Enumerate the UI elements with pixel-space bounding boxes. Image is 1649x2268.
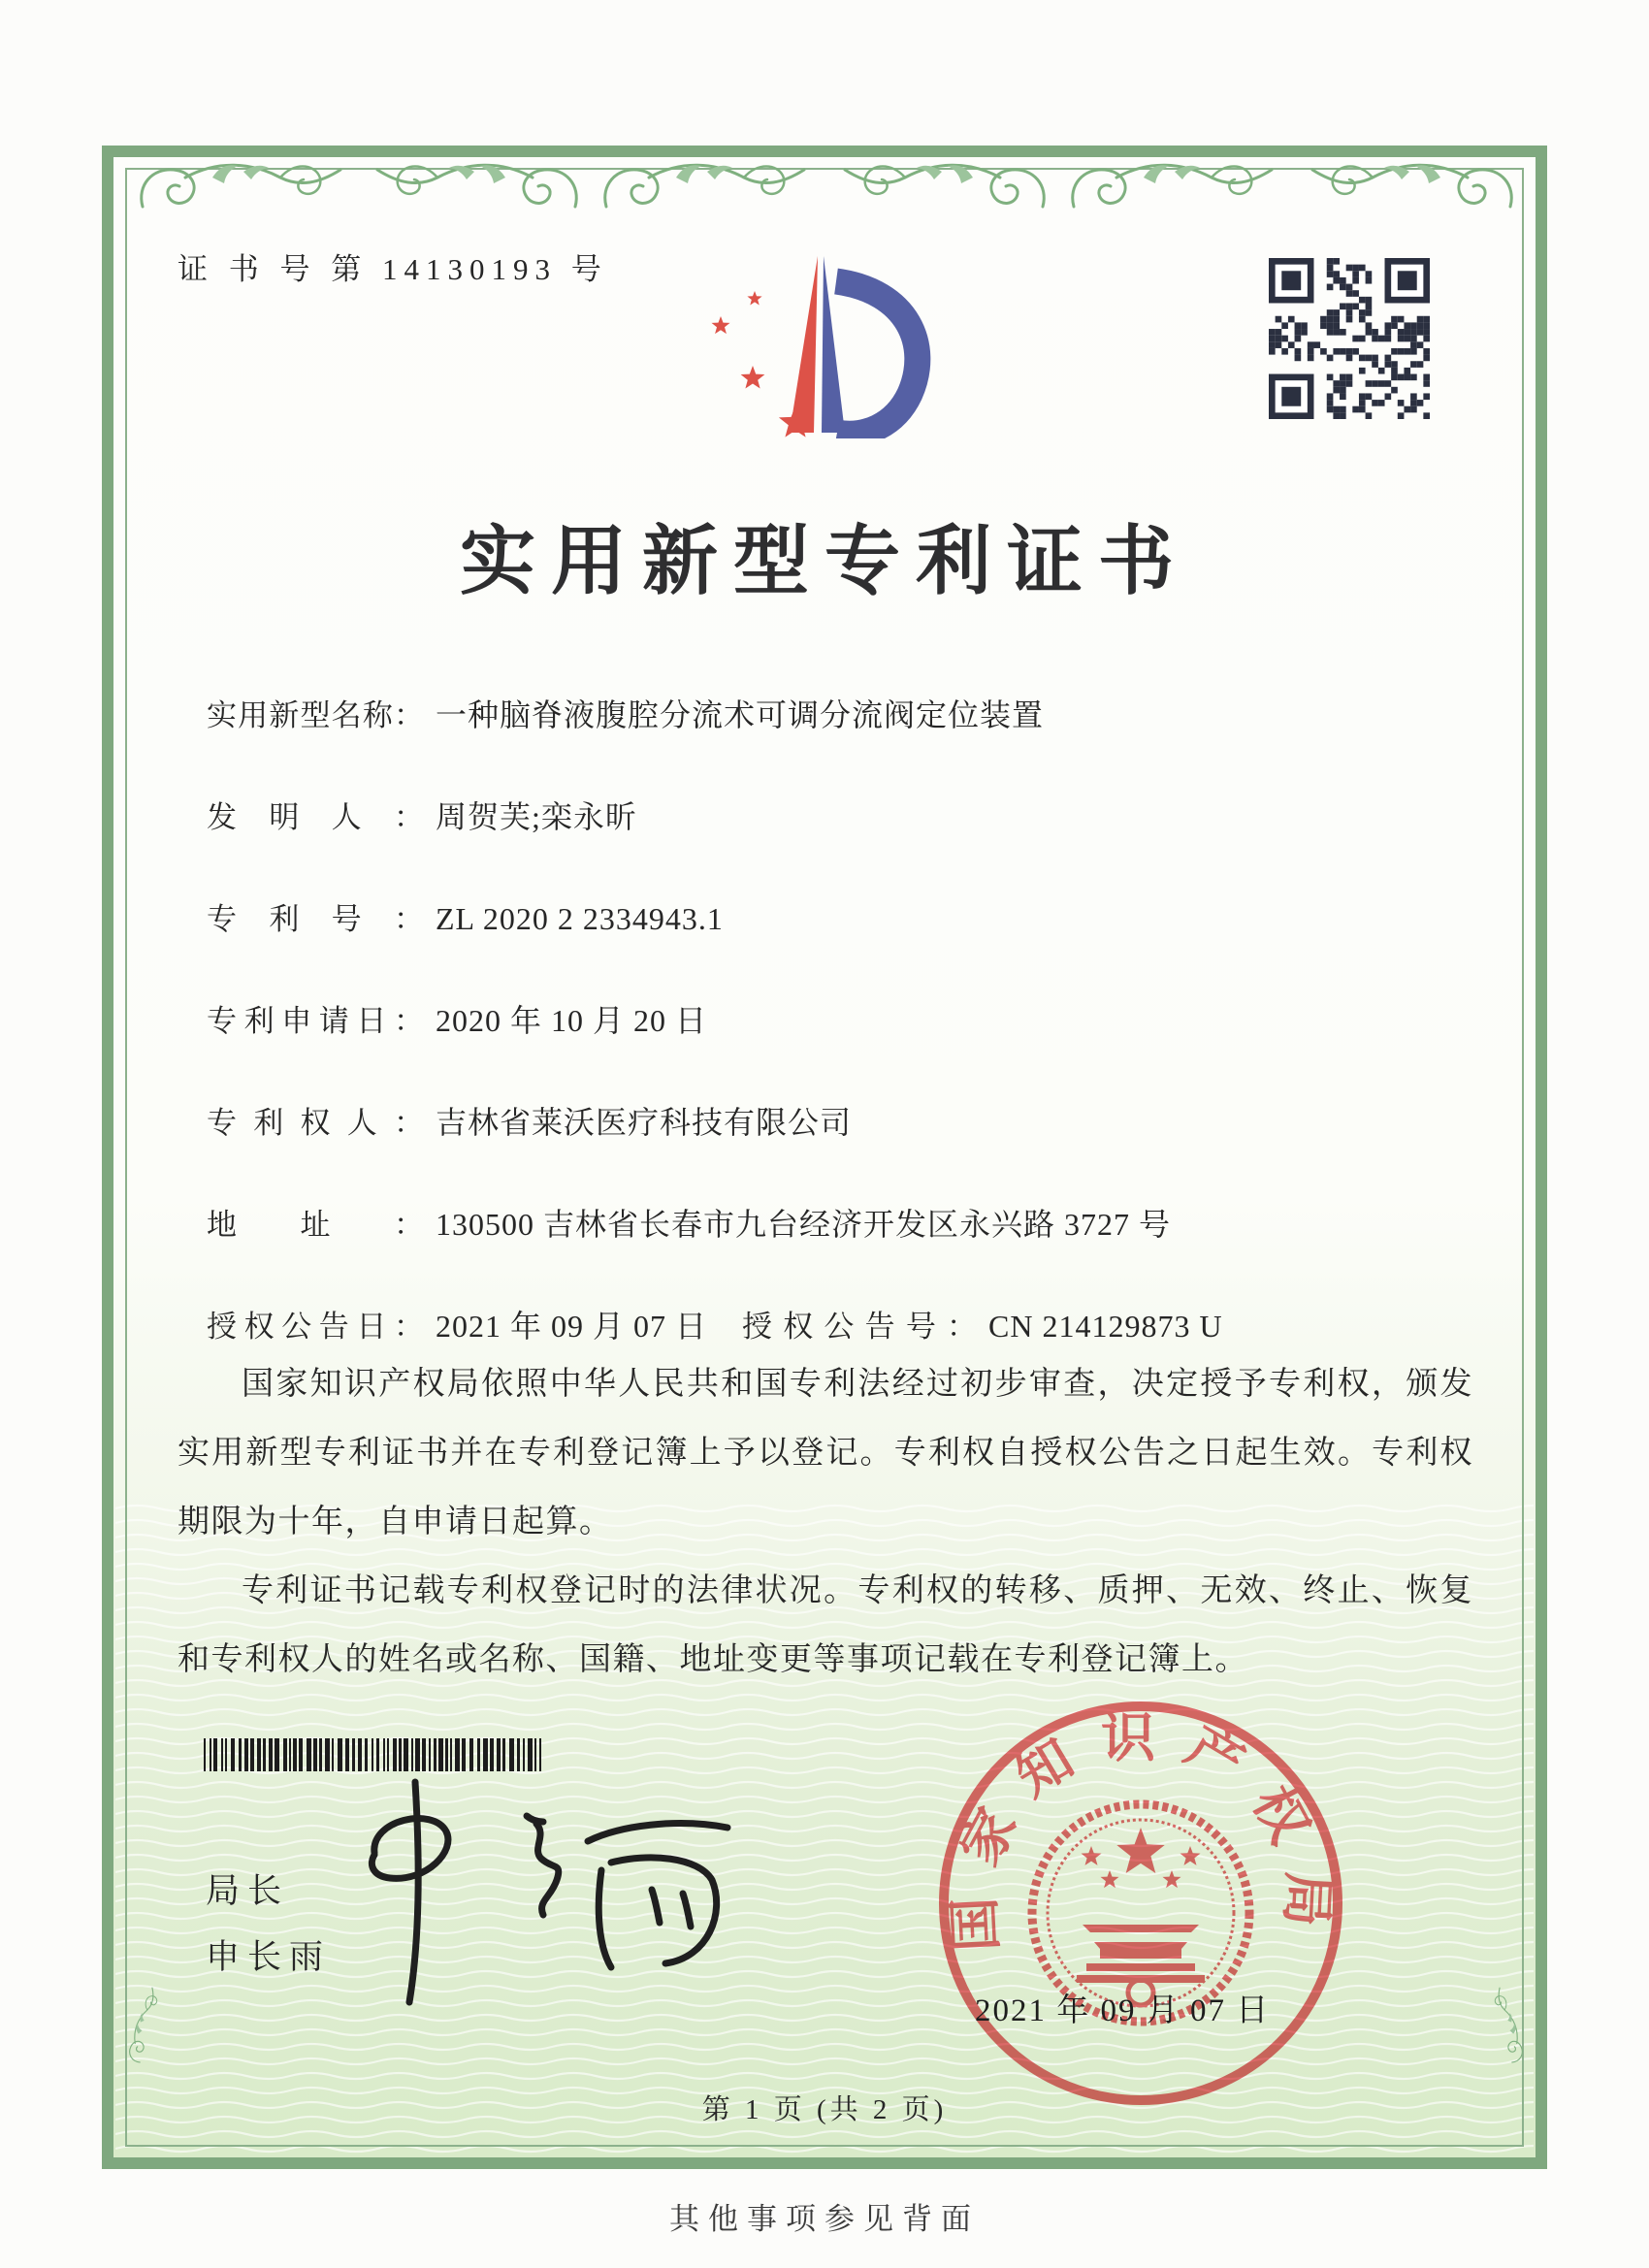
field-value: 2020 年 10 月 20 日: [436, 1003, 708, 1038]
certificate-title: 实用新型专利证书: [459, 519, 1189, 603]
field-label: 发明人：: [207, 800, 424, 834]
field-label: 专利申请日：: [207, 1004, 424, 1038]
top-flourish-decoration: [127, 148, 1522, 226]
field-grant-date: [207, 1302, 707, 1346]
page-number: 第 1 页 (共 2 页): [701, 2094, 948, 2125]
legal-paragraph-1: 国家知识产权局依照中华人民共和国专利法经过初步审查，决定授予专利权，颁发实用新型专利证书并在专利登记簿上予以登记。专利权自授权公告之日起生效。专利权期限为十年，自申请日起算。: [178, 1367, 1473, 1539]
field-label: 授权公告日：: [207, 1310, 424, 1344]
field-grant-number: [742, 1302, 1223, 1345]
barcode: [204, 1738, 549, 1771]
field-label: 地址：: [207, 1208, 424, 1242]
qr-code: [1269, 258, 1430, 419]
field-label: 授权公告号：: [742, 1310, 978, 1344]
seal-text: 国家知识产权局: [944, 1708, 1338, 1954]
director-name: 申长雨: [206, 1938, 332, 1976]
cnipa-patent-logo: [679, 248, 970, 438]
field-value: 2021 年 09 月 07 日: [436, 1309, 708, 1344]
back-side-note: 其他事项参见背面: [669, 2202, 980, 2236]
legal-paragraph-2: 专利证书记载专利权登记时的法律状况。专利权的转移、质押、无效、终止、恢复和专利权人的姓名或名称、国籍、地址变更等事项记载在专利登记簿上。: [178, 1573, 1473, 1677]
field-utility-model-name: [207, 691, 1497, 793]
field-value: 吉林省莱沃医疗科技有限公司: [436, 1105, 853, 1140]
field-label: 专利权人：: [207, 1106, 424, 1140]
field-label: 专利号：: [207, 902, 424, 936]
field-patentee: [207, 1098, 1497, 1200]
field-inventor: [207, 793, 1497, 894]
director-title: 局长: [206, 1872, 290, 1910]
seal-date: 2021 年 09 月 07 日: [975, 1993, 1271, 2028]
official-seal: [933, 1696, 1348, 2111]
field-value: 130500 吉林省长春市九台经济开发区永兴路 3727 号: [436, 1207, 1172, 1242]
field-label: 实用新型名称：: [207, 698, 424, 732]
certificate-fields: [207, 691, 1497, 1404]
legal-text-block: [178, 1350, 1473, 1695]
field-value: 一种脑脊液腹腔分流术可调分流阀定位装置: [436, 697, 1045, 732]
director-handwritten-signature: [357, 1777, 745, 2010]
field-filing-date: [207, 996, 1497, 1098]
field-value: ZL 2020 2 2334943.1: [436, 901, 724, 936]
field-address: [207, 1200, 1497, 1302]
field-value: CN 214129873 U: [988, 1309, 1223, 1344]
certificate-number: 证 书 号 第 14130193 号: [178, 252, 608, 286]
field-patent-number: [207, 894, 1497, 996]
field-value: 周贺芙;栾永昕: [436, 799, 637, 834]
